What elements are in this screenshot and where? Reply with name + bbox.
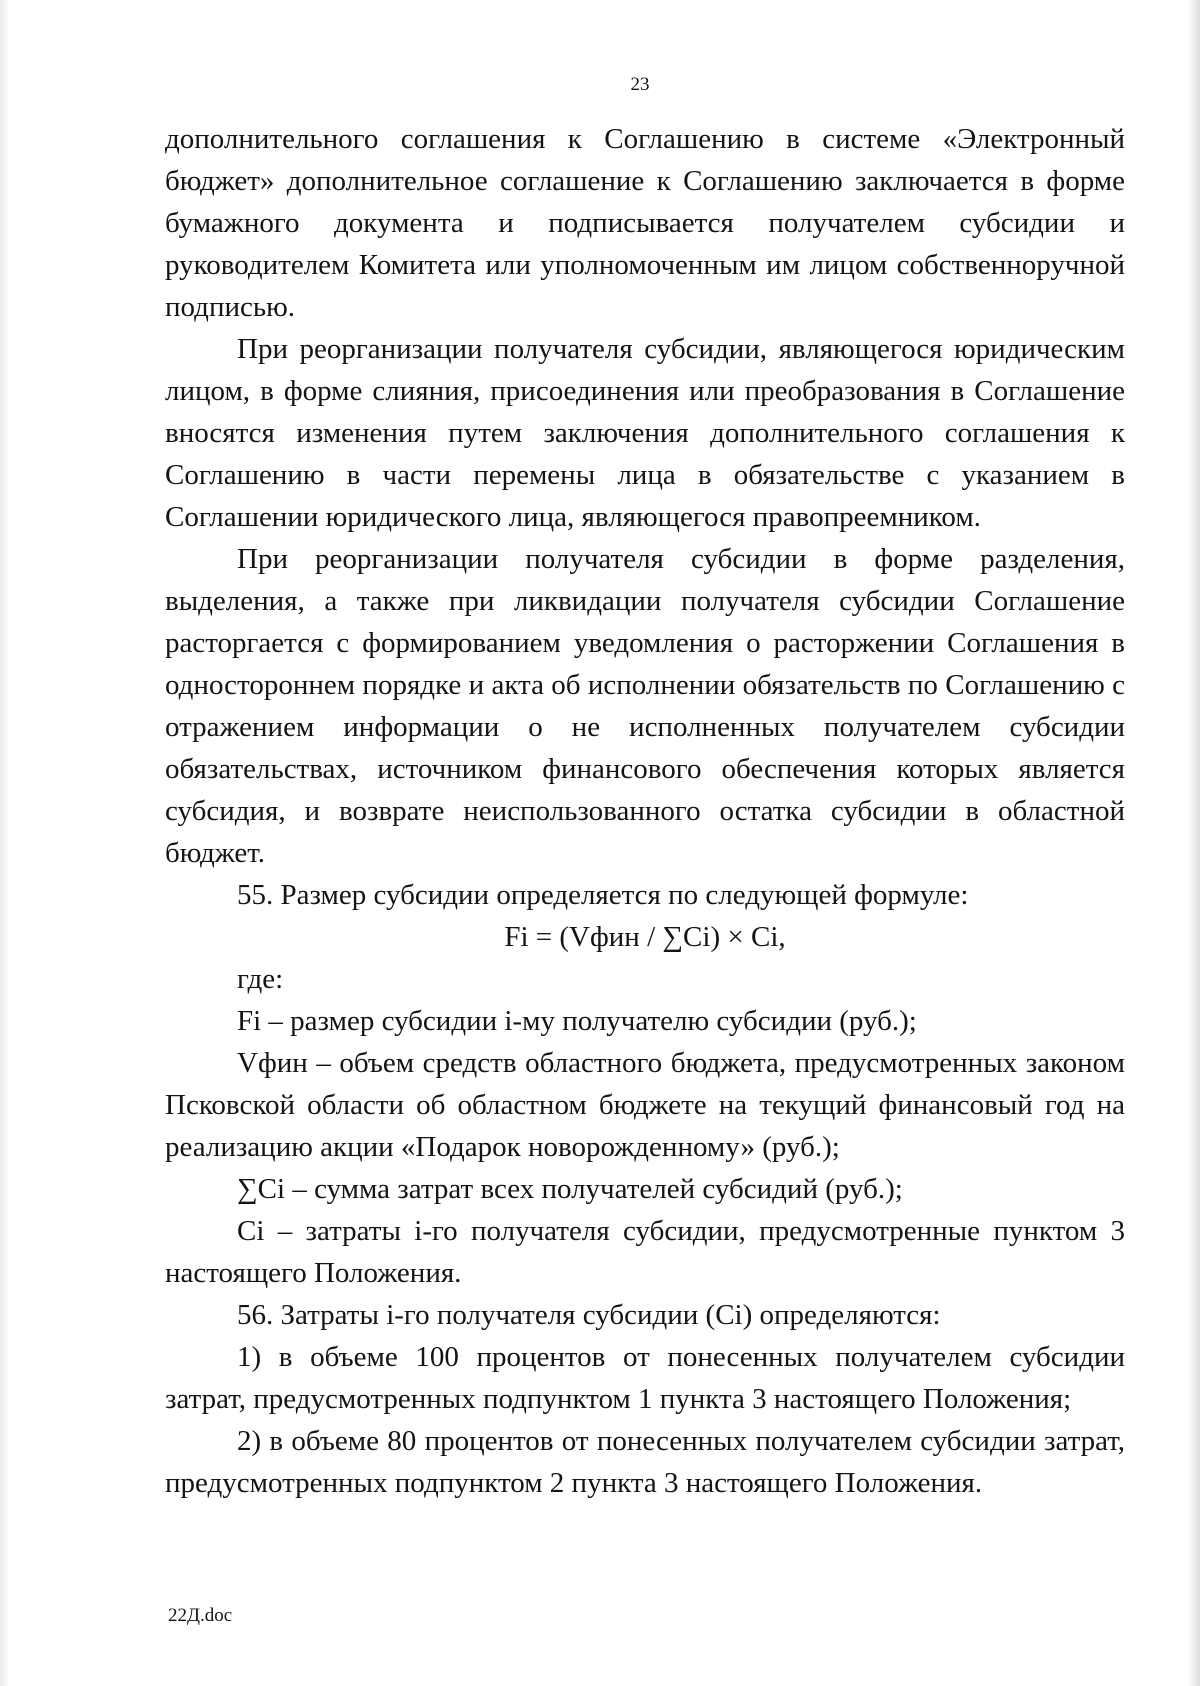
scan-edge-left (0, 0, 10, 1686)
definition-sum-ci: ∑Ci – сумма затрат всех получателей субсидий (руб.); (237, 1173, 903, 1205)
scan-edge-right (1188, 0, 1200, 1686)
paragraph-item-56: 56. Затраты i-го получателя субсидии (Ci) определяются: (237, 1299, 941, 1331)
definition-fi: Fi – размер субсидии i-му получателю субсидии (руб.); (237, 1005, 917, 1037)
subitem-2: 2) в объеме 80 процентов от понесенных получателем субсидии затрат, предусмотренных подпунктом 2 пункта 3 настоящего Положения. (165, 1425, 1125, 1499)
paragraph-reorganization-merger: При реорганизации получателя субсидии, являющегося юридическим лицом, в форме слияния, присоединения или преобразования в Соглашение вносятся изменения путем заключения дополнительного соглашения к Соглашению в части перемены лица в обязательстве с указанием в Соглашении юридического лица, являющегося правопреемником. (165, 333, 1125, 533)
definition-ci: Ci – затраты i-го получателя субсидии, предусмотренные пунктом 3 настоящего Положения. (165, 1215, 1125, 1289)
paragraph-item-55: 55. Размер субсидии определяется по следующей формуле: (237, 879, 969, 911)
subitem-1: 1) в объеме 100 процентов от понесенных получателем субсидии затрат, предусмотренных подпунктом 1 пункта 3 настоящего Положения; (165, 1341, 1125, 1415)
page-number: 23 (630, 74, 650, 95)
footer-filename: 22Д.doc (168, 1605, 233, 1626)
paragraph-where: где: (237, 963, 284, 995)
document-body (165, 118, 1125, 1504)
paragraph-reorganization-division: При реорганизации получателя субсидии в форме разделения, выделения, а также при ликвидации получателя субсидии Соглашение расторгается с формированием уведомления о расторжении Соглашения в одностороннем порядке и акта об исполнении обязательств по Соглашению с отражением информации о не исполненных получателем субсидии обязательствах, источником финансового обеспечения которых является субсидия, и возврате неиспользованного остатка субсидии в областной бюджет. (165, 543, 1125, 869)
paragraph-continuation: дополнительного соглашения к Соглашению в системе «Электронный бюджет» дополнительное соглашение к Соглашению заключается в форме бумажного документа и подписывается получателем субсидии и руководителем Комитета или уполномоченным им лицом собственноручной подписью. (165, 123, 1125, 323)
subsidy-formula: Fi = (Vфин / ∑Ci) × Ci, (504, 921, 786, 953)
definition-vfin: Vфин – объем средств областного бюджета, предусмотренных законом Псковской области об областном бюджете на текущий финансовый год на реализацию акции «Подарок новорожденному» (руб.); (165, 1047, 1125, 1163)
